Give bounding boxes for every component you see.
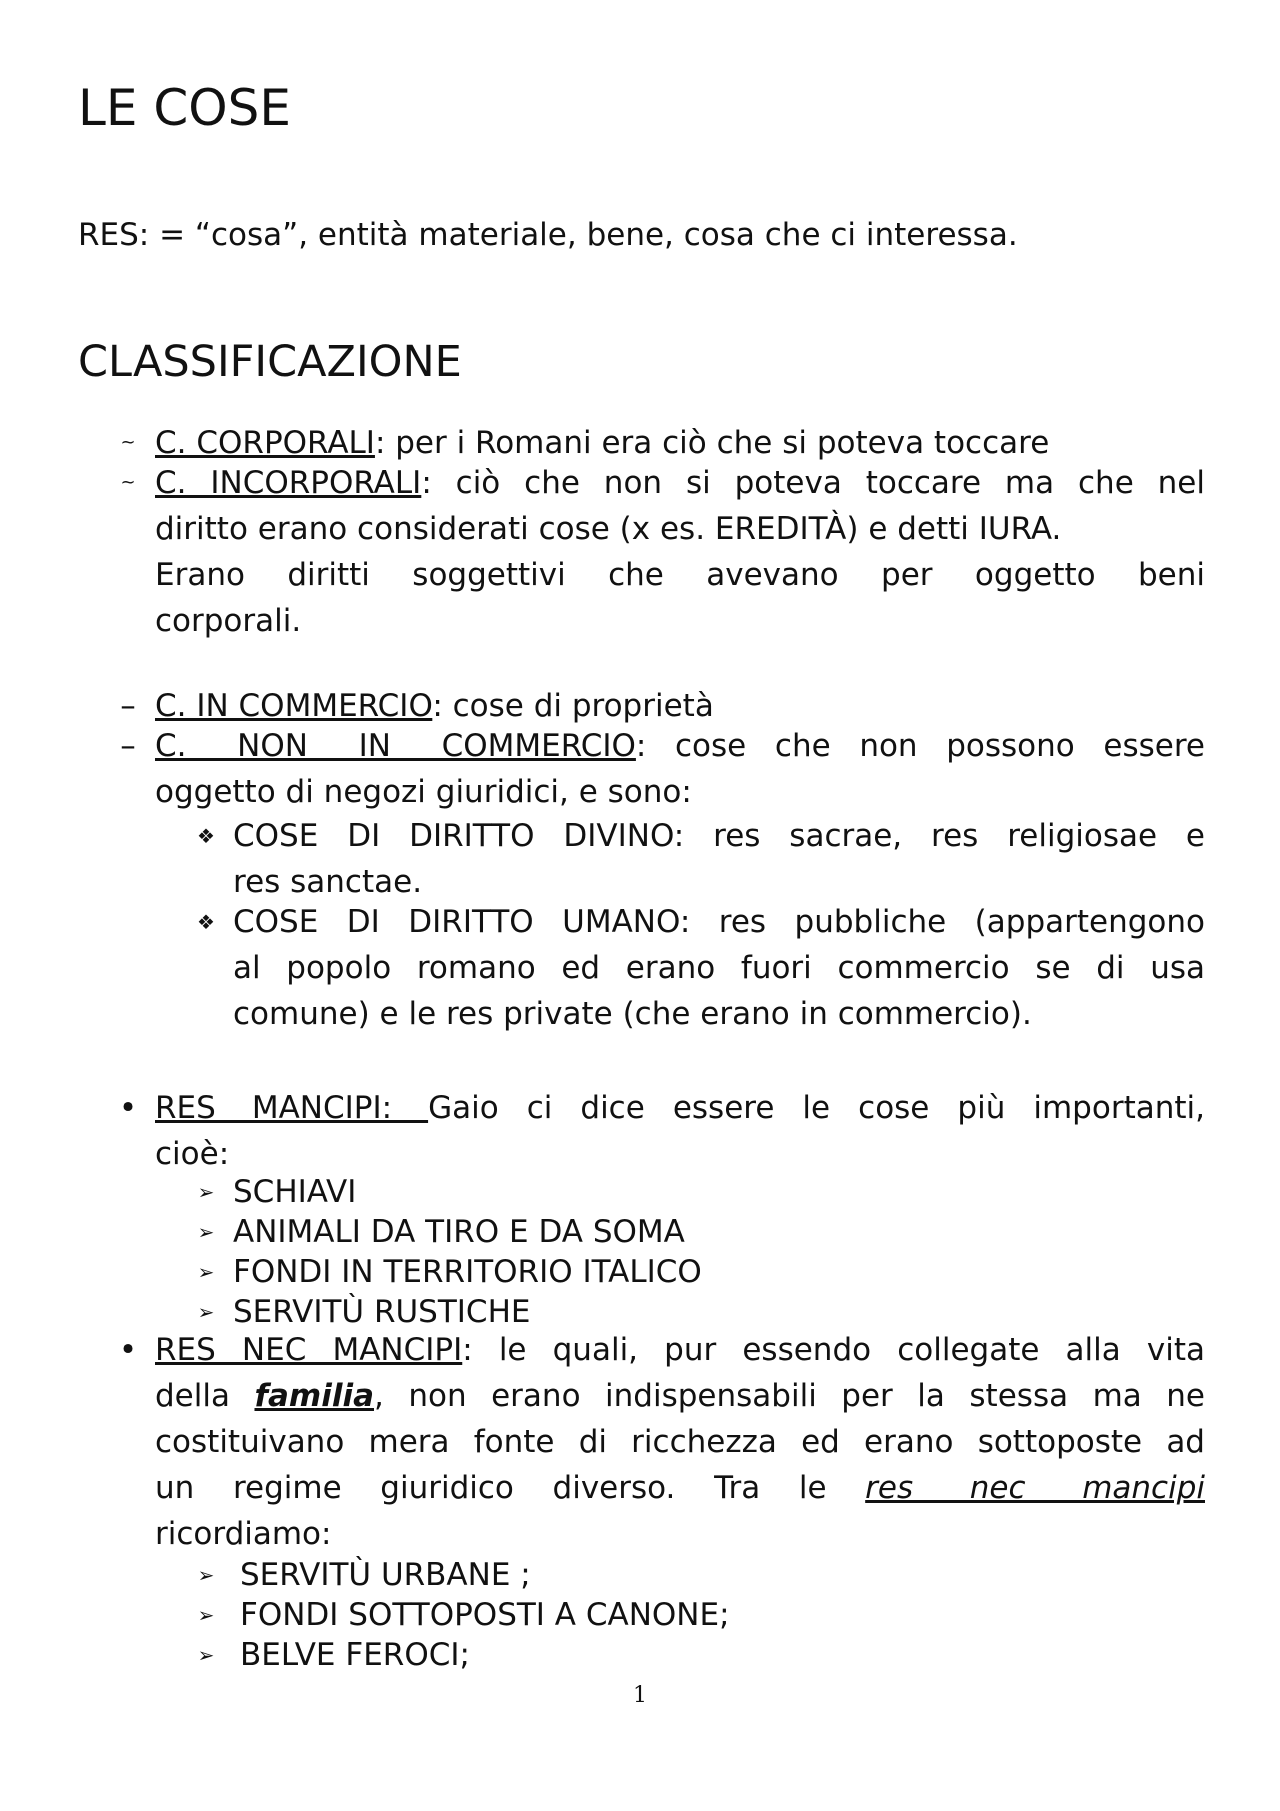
list-item-incorporali bbox=[120, 460, 1205, 644]
page-title: LE COSE bbox=[78, 79, 291, 137]
dash-bullet-icon: – bbox=[120, 688, 136, 724]
diamond-bullet-icon: ❖ bbox=[197, 824, 215, 848]
arrow-bullet-icon: ➢ bbox=[197, 1260, 215, 1284]
incorporali-line-2: diritto erano considerati cose (x es. EREDITÀ) e detti IURA. bbox=[155, 511, 1062, 547]
res-definition: RES: = “cosa”, entità materiale, bene, cosa che ci interessa. bbox=[78, 217, 1018, 253]
diritto-divino-line-1: COSE DI DIRITTO DIVINO: res sacrae, res religiosae e bbox=[233, 818, 1205, 854]
res-nec-mancipi-text-2c: , non erano indispensabili per la stessa ma ne bbox=[374, 1378, 1205, 1414]
list-item bbox=[197, 1172, 1233, 1212]
arrow-bullet-icon: ➢ bbox=[197, 1300, 215, 1324]
res-nec-mancipi-line-2 bbox=[155, 1373, 1205, 1419]
res-mancipi-item: SERVITÙ RUSTICHE bbox=[233, 1294, 531, 1330]
res-mancipi-text-1: Gaio ci dice essere le cose più importanti, bbox=[428, 1090, 1205, 1126]
list-item bbox=[197, 1252, 1233, 1292]
in-commercio-label: C. IN COMMERCIO bbox=[155, 688, 433, 724]
dot-bullet-icon: • bbox=[118, 1090, 138, 1126]
non-in-commercio-label: C. NON IN COMMERCIO bbox=[155, 728, 636, 764]
list-item bbox=[197, 1212, 1233, 1252]
diritto-divino-line-2: res sanctae. bbox=[233, 864, 423, 900]
list-item-non-in-commercio bbox=[120, 723, 1206, 815]
res-mancipi-label: RES MANCIPI: bbox=[155, 1090, 429, 1126]
arrow-bullet-icon: ➢ bbox=[197, 1643, 215, 1667]
diritto-umano-line-3: comune) e le res private (che erano in commercio). bbox=[233, 996, 1032, 1032]
incorporali-label: C. INCORPORALI bbox=[155, 465, 422, 501]
incorporali-line-4: corporali. bbox=[155, 603, 302, 639]
familia-term: familia bbox=[254, 1378, 374, 1414]
corporali-text: : per i Romani era ciò che si poteva toccare bbox=[374, 425, 1050, 461]
res-nec-mancipi-line-1 bbox=[155, 1327, 1205, 1373]
incorporali-line-3: Erano diritti soggettivi che avevano per oggetto beni bbox=[155, 557, 1205, 593]
incorporali-line-1 bbox=[155, 460, 1205, 506]
arrow-bullet-icon: ➢ bbox=[197, 1603, 215, 1627]
non-in-commercio-text-1: : cose che non possono essere bbox=[635, 728, 1206, 764]
incorporali-text-1: : ciò che non si poteva toccare ma che nel bbox=[421, 465, 1205, 501]
res-mancipi-item: SCHIAVI bbox=[233, 1174, 357, 1210]
res-mancipi-list bbox=[197, 1172, 1233, 1332]
list-item bbox=[197, 1292, 1233, 1332]
diamond-bullet-icon: ❖ bbox=[197, 910, 215, 934]
non-in-commercio-line-2: oggetto di negozi giuridici, e sono: bbox=[155, 774, 692, 810]
dash-bullet-icon: – bbox=[120, 728, 136, 764]
list-item bbox=[197, 1555, 1240, 1595]
diritto-umano-line-2: al popolo romano ed erano fuori commercio se di usa bbox=[233, 950, 1205, 986]
tilde-bullet-icon: ~ bbox=[120, 472, 136, 493]
corporali-label: C. CORPORALI bbox=[155, 425, 375, 461]
arrow-bullet-icon: ➢ bbox=[197, 1180, 215, 1204]
res-nec-mancipi-term: res nec mancipi bbox=[865, 1470, 1205, 1506]
res-nec-mancipi-list bbox=[197, 1555, 1240, 1675]
list-item bbox=[197, 1635, 1240, 1675]
arrow-bullet-icon: ➢ bbox=[197, 1563, 215, 1587]
res-nec-mancipi-label: RES NEC MANCIPI bbox=[155, 1332, 463, 1368]
res-nec-mancipi-item: SERVITÙ URBANE ; bbox=[240, 1557, 531, 1593]
dot-bullet-icon: • bbox=[118, 1332, 138, 1368]
in-commercio-text: : cose di proprietà bbox=[432, 688, 714, 724]
list-item bbox=[197, 1595, 1240, 1635]
non-in-commercio-line-1 bbox=[155, 723, 1205, 769]
res-nec-mancipi-line-3: costituivano mera fonte di ricchezza ed erano sottoposte ad bbox=[155, 1424, 1205, 1460]
res-nec-mancipi-text-1: : le quali, pur essendo collegate alla vita bbox=[462, 1332, 1206, 1368]
list-item-res-mancipi bbox=[118, 1085, 1205, 1177]
page-number: 1 bbox=[633, 1683, 647, 1708]
res-mancipi-item: ANIMALI DA TIRO E DA SOMA bbox=[233, 1214, 685, 1250]
res-mancipi-line-2: cioè: bbox=[155, 1136, 230, 1172]
tilde-bullet-icon: ~ bbox=[120, 432, 136, 453]
list-item-res-nec-mancipi bbox=[118, 1327, 1206, 1557]
section-title: CLASSIFICAZIONE bbox=[78, 337, 462, 387]
res-nec-mancipi-text-2a: della bbox=[155, 1378, 255, 1414]
res-nec-mancipi-item: FONDI SOTTOPOSTI A CANONE; bbox=[240, 1597, 730, 1633]
diritto-umano-line-1: COSE DI DIRITTO UMANO: res pubbliche (appartengono bbox=[233, 904, 1205, 940]
res-nec-mancipi-text-4a: un regime giuridico diverso. Tra le bbox=[155, 1470, 866, 1506]
sub-item-diritto-umano bbox=[197, 899, 1205, 1037]
sub-item-diritto-divino bbox=[197, 813, 1205, 905]
res-nec-mancipi-item: BELVE FEROCI; bbox=[240, 1637, 470, 1673]
arrow-bullet-icon: ➢ bbox=[197, 1220, 215, 1244]
res-nec-mancipi-line-5: ricordiamo: bbox=[155, 1516, 332, 1552]
res-nec-mancipi-line-4 bbox=[155, 1465, 1205, 1511]
res-mancipi-item: FONDI IN TERRITORIO ITALICO bbox=[233, 1254, 702, 1290]
res-mancipi-line-1 bbox=[155, 1085, 1205, 1131]
